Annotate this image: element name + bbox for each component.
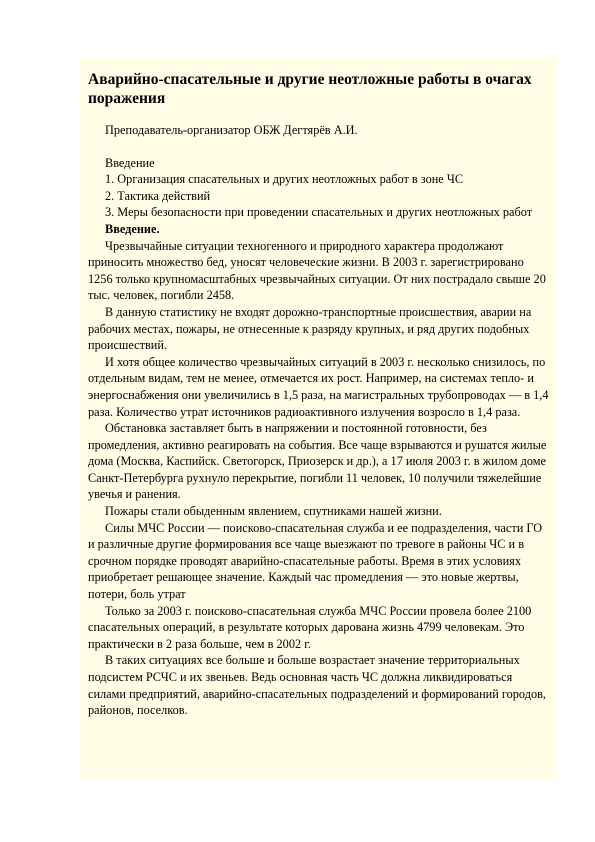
body-text bbox=[88, 238, 549, 719]
paragraph: Силы МЧС России — поисково-спасательная служба и ее подразделения, части ГО и различные другие формирования все чаще выезжают по тревоге в районы ЧС и в срочном порядке проводят аварийно-спасательные работы. Время в этих условиях приобретает решающее значение. Каждый час промедления — это новые жертвы, потери, боль утрат bbox=[88, 520, 543, 602]
paragraph: В таких ситуациях все больше и больше возрастает значение территориальных подсистем РСЧС и их звеньев. Ведь основная часть ЧС должна ликвидироваться силами предприятий, аварийно-спасательных подразделений и формирований городов, районов, поселков. bbox=[88, 653, 547, 718]
document-title: Аварийно-спасательные и другие неотложные работы в очагах поражения bbox=[88, 71, 532, 107]
toc-item: 3. Меры безопасности при проведении спасательных и других неотложных работ bbox=[105, 205, 533, 220]
paragraph: Только за 2003 г. поисково-спасательная служба МЧС России провела более 2100 спасательных операций, в результате которых дарована жизнь 4799 человекам. Это практически в 2 раза больше, чем в 2002 г. bbox=[88, 603, 532, 651]
paragraph: В данную статистику не входят дорожно-транспортные происшествия, аварии на рабочих местах, пожары, не отнесенные к разряду крупных, и ряд других подобных происшествий. bbox=[88, 304, 532, 353]
intro-heading: Введение. bbox=[105, 221, 160, 236]
table-of-contents bbox=[88, 155, 549, 221]
toc-item: 1. Организация спасательных и других неотложных работ в зоне ЧС bbox=[105, 172, 464, 187]
document-page bbox=[80, 58, 557, 780]
paragraph: Обстановка заставляет быть в напряжении и постоянной готовности, без промедления, активно реагировать на события. Все чаще взрываются и рушатся жилые дома (Москва, Каспийск. Светогорск, Приозерск и др.), а 17 июля 2003 г. в жилом доме Санкт-Петербурга рухнуло перекрытие, погибли 11 человек, 10 получили тяжелейшие увечья и ранения. bbox=[88, 421, 547, 502]
toc-item: Введение bbox=[105, 155, 155, 170]
paragraph: И хотя общее количество чрезвычайных ситуаций в 2003 г. несколько снизилось, по отдельным видам, тем не менее, отмечается их рост. Например, на системах тепло- и энергоснабжения они увеличились в 1,5 раза, на магистральных трубопроводах — в 1,4 раза. Количество утрат источников радиоактивного излучения возросло в 1,4 раза. bbox=[88, 354, 549, 419]
author-line: Преподаватель-организатор ОБЖ Дегтярёв А.И. bbox=[105, 123, 358, 137]
toc-item: 2. Тактика действий bbox=[105, 188, 211, 203]
paragraph: Чрезвычайные ситуации техногенного и природного характера продолжают приносить множество бед, уносят человеческие жизни. В 2003 г. зарегистрировано 1256 только крупномасштабных чрезвычайных ситуации. От них пострадало свыше 20 тыс. человек, погибли 2458. bbox=[88, 238, 546, 303]
paragraph: Пожары стали обыденным явлением, спутниками нашей жизни. bbox=[105, 504, 442, 519]
